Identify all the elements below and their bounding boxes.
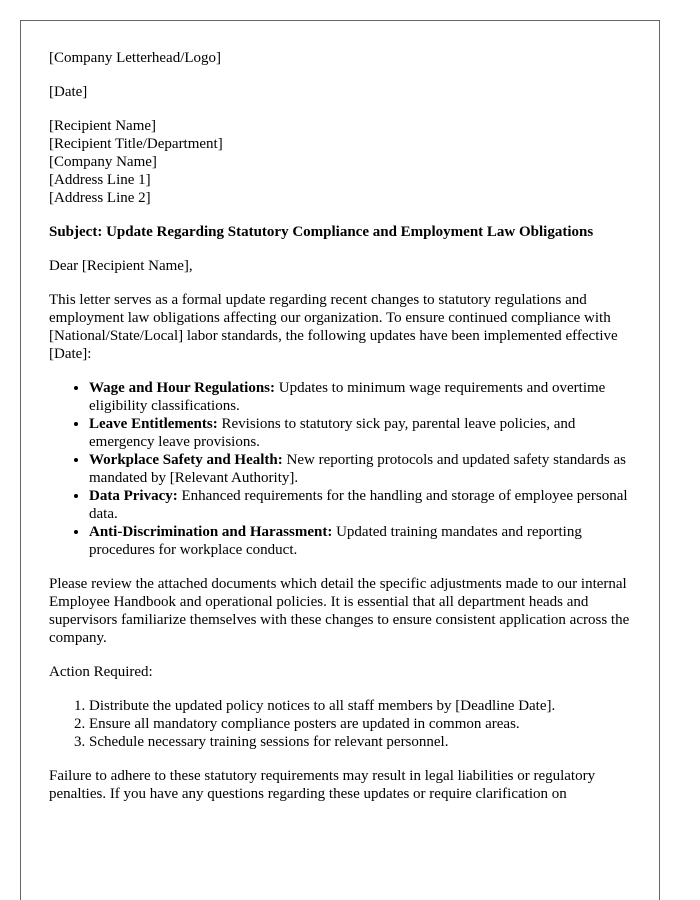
closing-paragraph: Failure to adhere to these statutory requirements may result in legal liabilities or regulatory penalties. If you have any questions regarding these updates or require clarification on [49,768,596,801]
list-item [89,523,639,559]
recipient-address-line-1: [Address Line 1] [49,172,151,188]
recipient-title: [Recipient Title/Department] [49,136,223,152]
intro-paragraph: This letter serves as a formal update regarding recent changes to statutory regulations and employment law obligations affecting our organization. To ensure continued compliance with [National/State/Local] labor standards, the following updates have been implemented effective [Date]: [49,292,618,362]
review-paragraph: Please review the attached documents which detail the specific adjustments made to our internal Employee Handbook and operational policies. It is essential that all department heads and supervisors familiarize themselves with these changes to ensure consistent application across the company. [49,576,630,646]
actions-list [49,697,639,751]
update-title: Data Privacy: [89,488,178,504]
letter-date: [Date] [49,84,88,100]
update-text: Updated training mandates and reporting procedures for workplace conduct. [89,524,582,558]
update-text: Enhanced requirements for the handling and storage of employee personal data. [89,488,628,522]
letter-body [49,49,639,801]
list-item [89,451,639,487]
update-title: Wage and Hour Regulations: [89,380,275,396]
recipient-address-line-2: [Address Line 2] [49,190,151,206]
list-item [89,379,639,415]
update-title: Workplace Safety and Health: [89,452,283,468]
update-title: Anti-Discrimination and Harassment: [89,524,333,540]
letterhead: [Company Letterhead/Logo] [49,50,222,66]
recipient-address-block [49,117,639,207]
list-item: 1. Distribute the updated policy notices to all staff members by [Deadline Date]. [89,697,639,715]
list-item: 3. Schedule necessary training sessions for relevant personnel. [89,733,639,751]
update-text: Revisions to statutory sick pay, parental leave policies, and emergency leave provisions. [89,416,576,450]
list-item: 2. Ensure all mandatory compliance posters are updated in common areas. [89,715,639,733]
recipient-name: [Recipient Name] [49,118,157,134]
recipient-company: [Company Name] [49,154,157,170]
updates-list [49,379,639,559]
action-heading: Action Required: [49,664,153,680]
update-title: Leave Entitlements: [89,416,218,432]
update-text: New reporting protocols and updated safety standards as mandated by [Relevant Authority]. [89,452,626,486]
subject-line: Subject: Update Regarding Statutory Compliance and Employment Law Obligations [49,224,594,240]
letter-page [20,20,660,900]
list-item [89,487,639,523]
update-text: Updates to minimum wage requirements and overtime eligibility classifications. [89,380,606,414]
list-item [89,415,639,451]
salutation: Dear [Recipient Name], [49,258,193,274]
